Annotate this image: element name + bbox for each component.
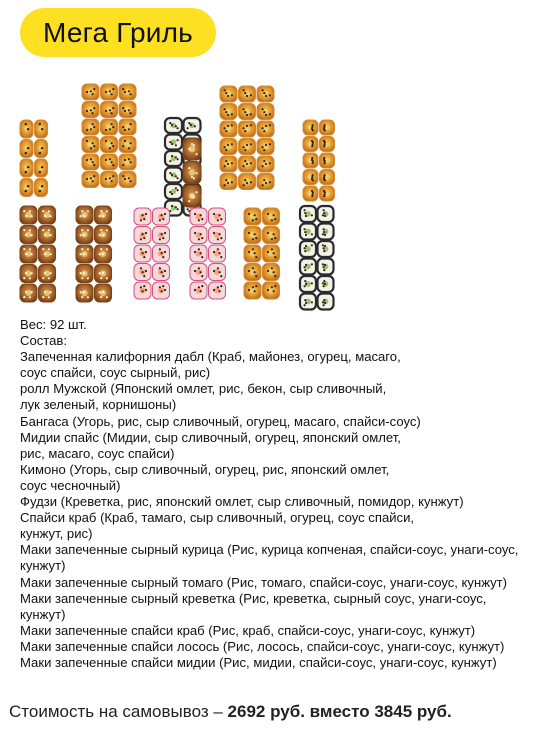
sushi-piece [95, 206, 112, 224]
sushi-piece [220, 174, 237, 190]
sushi-piece [35, 120, 48, 138]
sushi-piece [82, 102, 99, 118]
sushi-piece [257, 86, 274, 102]
sushi-piece [35, 140, 48, 158]
sushi-piece [303, 186, 318, 201]
sushi-piece [82, 154, 99, 170]
composition-line: рис, масаго, соус спайси) [20, 445, 175, 461]
sushi-piece [76, 265, 93, 283]
sushi-piece [20, 265, 37, 283]
sushi-piece [95, 226, 112, 244]
composition-line: Маки запеченные спайси краб (Рис, краб, спайси-соус, унаги-соус, кунжут) [20, 622, 476, 638]
sushi-piece [153, 264, 170, 281]
sushi-piece [239, 86, 256, 102]
sushi-piece [300, 259, 316, 275]
sushi-piece [101, 172, 118, 188]
sushi-piece [20, 226, 37, 244]
sushi-piece [20, 206, 37, 224]
sushi-piece [95, 245, 112, 263]
sushi-piece [320, 137, 335, 152]
composition-line: соус чесночный) [20, 477, 121, 493]
sushi-piece [303, 170, 318, 185]
sushi-piece [134, 208, 151, 225]
sushi-piece [76, 284, 93, 302]
sushi-piece [239, 174, 256, 190]
composition-line: Фудзи (Креветка, рис, японский омлет, сыр сливочный, помидор, кунжут) [20, 494, 464, 510]
sushi-piece [318, 276, 334, 292]
sushi-piece [257, 139, 274, 155]
composition-line: Кимоно (Угорь, сыр сливочный, огурец, рис, японский омлет, [20, 461, 390, 477]
sushi-piece [95, 265, 112, 283]
sushi-piece [263, 264, 280, 281]
sushi-piece [303, 153, 318, 168]
sushi-piece [318, 206, 334, 222]
composition-line: Мидии спайс (Мидии, сыр сливочный, огурец, японский омлет, [20, 429, 401, 445]
sushi-piece [190, 227, 207, 244]
sushi-piece [300, 241, 316, 257]
sushi-piece [220, 121, 237, 137]
composition-line: лук зеленый, корнишоны) [20, 397, 177, 413]
sushi-piece [153, 208, 170, 225]
sushi-piece [101, 84, 118, 100]
sushi-piece [165, 135, 182, 150]
sushi-piece [35, 179, 48, 197]
sushi-piece [220, 139, 237, 155]
sushi-piece [244, 264, 261, 281]
sushi-piece [119, 102, 136, 118]
sushi-piece [119, 172, 136, 188]
sushi-piece [318, 259, 334, 275]
sushi-piece [82, 172, 99, 188]
price-amount: 2692 руб. вместо 3845 руб. [227, 702, 452, 721]
sushi-piece [82, 119, 99, 135]
sushi-piece [209, 245, 226, 262]
sushi-piece [300, 294, 316, 310]
sushi-piece [257, 156, 274, 172]
sushi-piece [244, 227, 261, 244]
sushi-piece [165, 118, 182, 133]
sushi-piece [82, 137, 99, 153]
sushi-piece [119, 154, 136, 170]
sushi-piece [76, 245, 93, 263]
sushi-piece [95, 284, 112, 302]
composition-line: кунжут, рис) [20, 526, 93, 542]
sushi-piece [20, 245, 37, 263]
composition-line: кунжут) [20, 558, 66, 574]
sushi-piece [35, 159, 48, 177]
sushi-piece [318, 241, 334, 257]
sushi-piece [303, 120, 318, 135]
sushi-piece [165, 151, 182, 166]
sushi-piece [134, 282, 151, 299]
sushi-piece [244, 245, 261, 262]
sushi-piece [320, 186, 335, 201]
sushi-piece [101, 119, 118, 135]
sushi-piece [190, 282, 207, 299]
sushi-piece [190, 208, 207, 225]
sushi-piece [183, 162, 201, 184]
sushi-piece [134, 227, 151, 244]
sushi-piece [101, 102, 118, 118]
composition-line: Маки запеченные сырный курица (Рис, курица копченая, спайси-соус, унаги-соус, [20, 542, 519, 558]
sushi-piece [165, 168, 182, 183]
sushi-piece [20, 159, 33, 177]
composition-line: Маки запеченные сырный томаго (Рис, томаго, спайси-соус, унаги-соус, кунжут) [20, 574, 508, 590]
sushi-piece [263, 227, 280, 244]
sushi-piece [119, 119, 136, 135]
composition-line: ролл Мужской (Японский омлет, рис, бекон, сыр сливочный, [20, 381, 387, 397]
composition-line: Бангаса (Угорь, рис, сыр сливочный, огурец, масаго, спайси-соус) [20, 413, 421, 429]
sushi-piece [82, 84, 99, 100]
sushi-piece [209, 227, 226, 244]
sushi-piece [220, 104, 237, 120]
sushi-piece [76, 206, 93, 224]
sushi-piece [20, 140, 33, 158]
sushi-piece [165, 184, 182, 199]
sushi-piece [300, 206, 316, 222]
sushi-piece [39, 265, 56, 283]
weight-line: Вес: 92 шт. [20, 317, 87, 332]
sushi-piece [134, 245, 151, 262]
sushi-piece [209, 208, 226, 225]
sushi-piece [263, 208, 280, 225]
sushi-piece [209, 264, 226, 281]
sushi-piece [183, 138, 201, 160]
price-line [9, 702, 554, 722]
sushi-piece [209, 282, 226, 299]
sushi-piece [153, 282, 170, 299]
product-description [20, 317, 557, 671]
sushi-piece [76, 226, 93, 244]
composition-line: соус спайси, соус сырный, рис) [20, 365, 211, 381]
sushi-piece [20, 120, 33, 138]
sushi-piece [119, 84, 136, 100]
sushi-piece [20, 179, 33, 197]
sushi-piece [119, 137, 136, 153]
composition-line: кунжут) [20, 606, 66, 622]
sushi-piece [320, 120, 335, 135]
sushi-piece [320, 153, 335, 168]
sushi-piece [101, 154, 118, 170]
sushi-piece [239, 104, 256, 120]
sushi-piece [257, 174, 274, 190]
sushi-piece [239, 121, 256, 137]
sushi-piece [263, 282, 280, 299]
composition-line: Маки запеченные спайси лосось (Рис, лосось, спайси-соус, унаги-соус, кунжут) [20, 638, 505, 654]
sushi-piece [39, 206, 56, 224]
sushi-piece [220, 156, 237, 172]
sushi-piece [220, 86, 237, 102]
sushi-piece [300, 224, 316, 240]
sushi-piece [190, 264, 207, 281]
sushi-piece [257, 121, 274, 137]
sushi-piece [320, 170, 335, 185]
sushi-piece [39, 245, 56, 263]
sushi-piece [244, 282, 261, 299]
sushi-piece [257, 104, 274, 120]
composition-line: Маки запеченные сырный креветка (Рис, креветка, сырный соус, унаги-соус, [20, 590, 487, 606]
page-title [20, 8, 216, 57]
sushi-set-photo [18, 80, 358, 312]
sushi-piece [20, 284, 37, 302]
sushi-piece [263, 245, 280, 262]
sushi-piece [318, 224, 334, 240]
composition-line: Запеченная калифорния дабл (Краб, майонез, огурец, масаго, [20, 349, 401, 365]
sushi-piece [239, 156, 256, 172]
sushi-piece [244, 208, 261, 225]
sushi-piece [300, 276, 316, 292]
sushi-piece [39, 284, 56, 302]
sushi-piece [184, 118, 201, 133]
sushi-piece [318, 294, 334, 310]
sushi-piece [183, 185, 201, 207]
composition-label: Состав: [20, 333, 68, 349]
price-prefix: Стоимость на самовывоз – [9, 702, 228, 721]
sushi-piece [303, 137, 318, 152]
composition-line: Маки запеченные спайси мидии (Рис, мидии, спайси-соус, унаги-соус, кунжут) [20, 654, 497, 670]
composition-line: Спайси краб (Краб, тамаго, сыр сливочный, огурец, соус спайси, [20, 510, 415, 526]
page-title-text: Мега Гриль [43, 16, 193, 48]
sushi-piece [239, 139, 256, 155]
sushi-piece [153, 227, 170, 244]
sushi-piece [134, 264, 151, 281]
sushi-piece [153, 245, 170, 262]
sushi-piece [101, 137, 118, 153]
sushi-piece [190, 245, 207, 262]
sushi-piece [39, 226, 56, 244]
